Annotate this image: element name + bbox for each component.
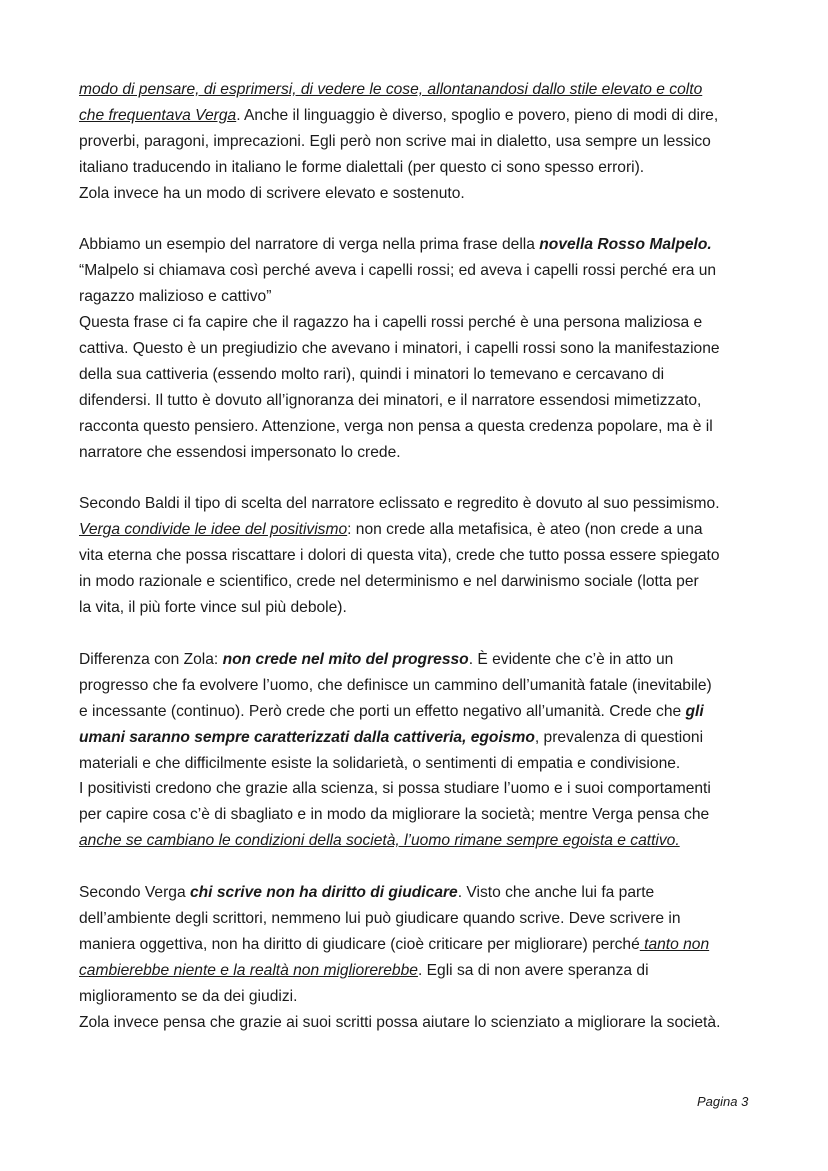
text-line <box>79 517 754 543</box>
text-line <box>79 699 754 725</box>
underlined-text: che frequentava Verga <box>79 106 237 124</box>
text-span: . Anche il linguaggio è diverso, spoglio e povero, pieno di modi di dire, <box>236 106 719 124</box>
text-line: proverbi, paragoni, imprecazioni. Egli però non scrive mai in dialetto, usa sempre un lessico <box>79 132 711 150</box>
bold-text: novella Rosso Malpelo. <box>539 236 712 254</box>
text-line: Zola invece pensa che grazie ai suoi scritti possa aiutare lo scienziato a migliorare la società. <box>79 1013 721 1031</box>
text-line <box>79 647 754 673</box>
page-number: Pagina 3 <box>697 1094 749 1109</box>
text-line: dell’ambiente degli scrittori, nemmeno lui può giudicare quando scrive. Deve scrivere in <box>79 909 681 927</box>
text-line: italiano traducendo in italiano le forme dialettali (per questo ci sono spesso errori). <box>79 158 645 176</box>
text-span: Differenza con Zola: <box>79 650 223 668</box>
bold-text: umani saranno sempre caratterizzati dalla cattiveria, egoismo <box>79 728 535 746</box>
text-line: della sua cattiveria (essendo molto rari), quindi i minatori lo temevano e cercavano di <box>79 365 665 383</box>
text-line: Questa frase ci fa capire che il ragazzo ha i capelli rossi perché è una persona maliziosa e <box>79 314 703 332</box>
text-line: la vita, il più forte vince sul più debole). <box>79 599 347 617</box>
paragraph-4 <box>79 647 754 854</box>
underlined-text: anche se cambiano le condizioni della società, l’uomo rimane sempre egoista e cattivo. <box>79 832 680 850</box>
text-span: Abbiamo un esempio del narratore di verga nella prima frase della <box>79 236 540 254</box>
text-span: . È evidente che c’è in atto un <box>468 650 674 668</box>
paragraph-3 <box>79 491 754 621</box>
text-line: narratore che essendosi impersonato lo crede. <box>79 443 401 461</box>
paragraph-2 <box>79 232 754 465</box>
bold-text: chi scrive non ha diritto di giudicare <box>189 884 458 902</box>
text-span: . Visto che anche lui fa parte <box>457 884 655 902</box>
text-line: in modo razionale e scientifico, crede nel determinismo e nel darwinismo sociale (lotta per <box>79 573 699 591</box>
bold-text: non crede nel mito del progresso <box>222 650 469 668</box>
text-span: maniera oggettiva, non ha diritto di giudicare (cioè criticare per migliorare) perché <box>79 935 640 953</box>
text-line: I positivisti credono che grazie alla scienza, si possa studiare l’uomo e i suoi comportamenti <box>79 780 711 798</box>
text-line <box>79 958 754 984</box>
text-span: : non crede alla metafisica, è ateo (non crede a una <box>347 521 703 539</box>
text-line: “Malpelo si chiamava così perché aveva i capelli rossi; ed aveva i capelli rossi perché era un <box>79 262 717 280</box>
text-line <box>79 103 754 129</box>
document-page <box>79 77 754 1035</box>
text-span: , prevalenza di questioni <box>534 728 704 746</box>
text-line <box>79 932 754 958</box>
text-line <box>79 880 754 906</box>
paragraph-1 <box>79 77 754 207</box>
text-span: Secondo Verga <box>79 884 190 902</box>
text-line <box>79 725 754 751</box>
text-line: modo di pensare, di esprimersi, di vedere le cose, allontanandosi dallo stile elevato e colto <box>79 81 703 98</box>
text-line: difendersi. Il tutto è dovuto all’ignoranza dei minatori, e il narratore essendosi mimetizzato, <box>79 391 702 409</box>
text-line: Zola invece ha un modo di scrivere elevato e sostenuto. <box>79 184 465 202</box>
underlined-text: cambierebbe niente e la realtà non migliorerebbe <box>79 961 418 979</box>
text-span: e incessante (continuo). Però crede che porti un effetto negativo all’umanità. Crede che <box>79 702 686 720</box>
paragraph-5 <box>79 880 754 1035</box>
text-line: racconta questo pensiero. Attenzione, verga non pensa a questa credenza popolare, ma è il <box>79 417 713 435</box>
text-span: . Egli sa di non avere speranza di <box>417 961 649 979</box>
text-line: materiali e che difficilmente esiste la solidarietà, o sentimenti di empatia e condivisione. <box>79 754 681 772</box>
text-line: miglioramento se da dei giudizi. <box>79 987 298 1005</box>
text-line: progresso che fa evolvere l’uomo, che definisce un cammino dell’umanità fatale (inevitabile) <box>79 676 712 694</box>
text-line: per capire cosa c’è di sbagliato e in modo da migliorare la società; mentre Verga pensa che <box>79 806 710 824</box>
text-line: Secondo Baldi il tipo di scelta del narratore eclissato e regredito è dovuto al suo pessimismo. <box>79 495 720 513</box>
text-line: ragazzo malizioso e cattivo” <box>79 288 272 306</box>
text-line: cattiva. Questo è un pregiudizio che avevano i minatori, i capelli rossi sono la manifestazione <box>79 340 720 358</box>
text-line: vita eterna che possa riscattare i dolori di questa vita), crede che tutto possa essere spiegato <box>79 547 720 565</box>
bold-text: gli <box>685 702 704 720</box>
text-line <box>79 232 754 258</box>
underlined-text: tanto non <box>639 935 710 953</box>
underlined-text: Verga condivide le idee del positivismo <box>79 521 348 539</box>
